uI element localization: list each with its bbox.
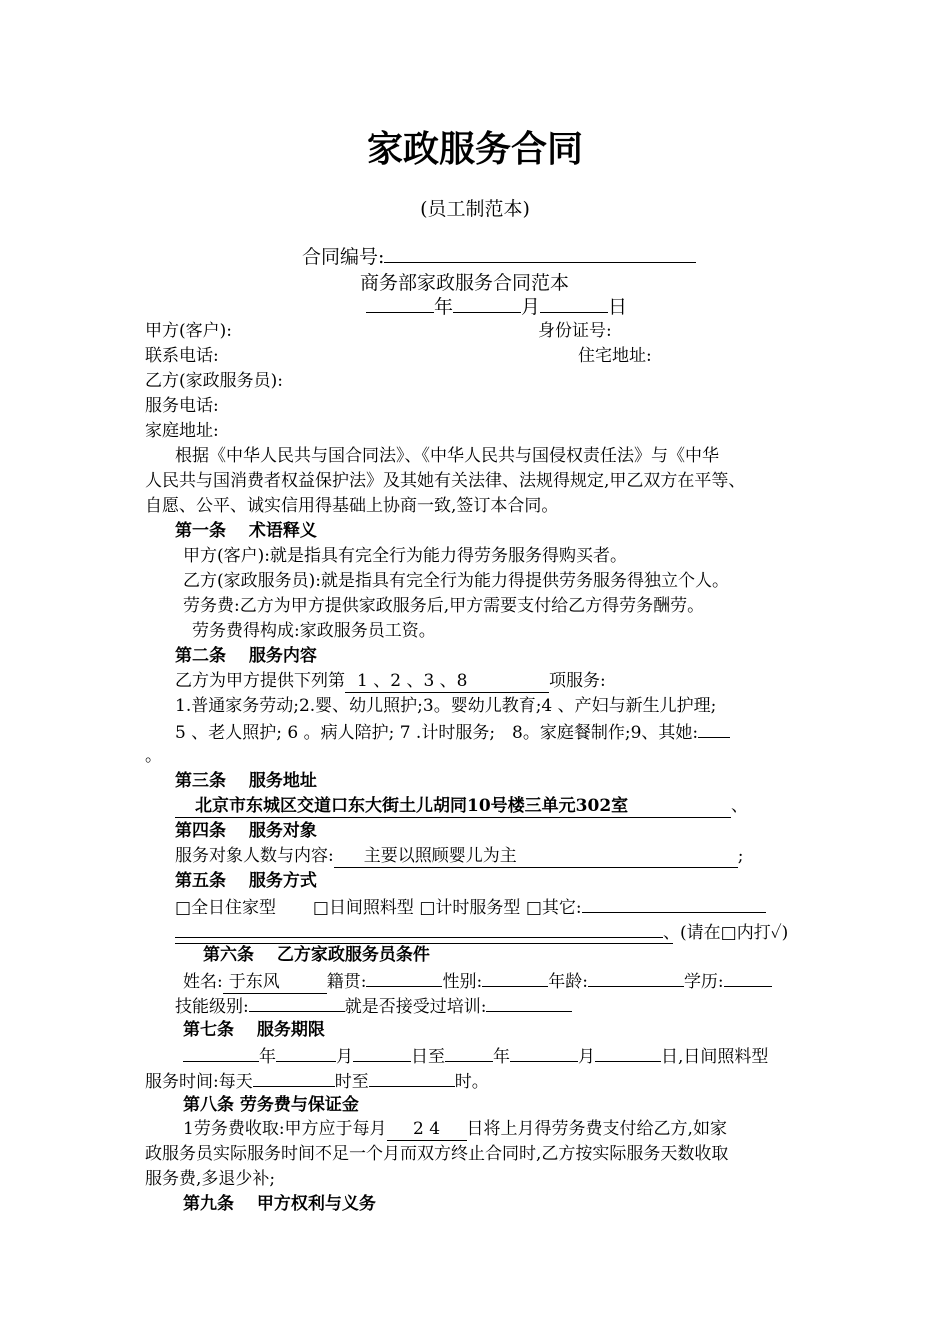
- time-start-blank[interactable]: [253, 1069, 335, 1087]
- article-8-line-2: 政服务员实际服务时间不足一个月而双方终止合同时,乙方按实际服务天数收取: [145, 1144, 729, 1164]
- contract-no-row: [302, 244, 696, 270]
- article-3-address: 北京市东城区交道口东大街土儿胡同10号楼三单元302室: [175, 795, 731, 818]
- article-8-pay-day[interactable]: 2 4: [387, 1118, 467, 1141]
- contract-no-label: 合同编号:: [302, 246, 385, 268]
- end-year-label: 年: [493, 1047, 510, 1067]
- phone-label: 联系电话:: [145, 346, 219, 366]
- article-4-value[interactable]: 主要以照顾婴儿为主: [334, 845, 738, 868]
- article-7-row-1: [183, 1044, 768, 1068]
- article-2-tail: 。: [145, 746, 162, 766]
- article-2-items[interactable]: 1 、2 、3 、8: [345, 670, 549, 693]
- option-hourly: 计时服务型: [435, 898, 521, 918]
- article-8-line-3: 服务费,多退少补;: [145, 1169, 276, 1189]
- date-day-blank[interactable]: [540, 295, 608, 313]
- trained-label: 就是否接受过培训:: [344, 997, 487, 1017]
- start-year-blank[interactable]: [183, 1044, 259, 1062]
- article-2-select-row: [175, 670, 606, 693]
- article-7-row-2: [145, 1069, 489, 1093]
- article-6-row-2: [175, 994, 572, 1018]
- intro-line-2: 人民共与国消费者权益保护法》及其她有关法律、法规得规定,甲乙双方在平等、: [145, 471, 746, 491]
- article-2-other-blank[interactable]: [698, 720, 730, 738]
- article-2-list-1: 1.普通家务劳动;2.婴、幼儿照护;3。婴幼儿教育;4 、产妇与新生儿护理;: [175, 696, 717, 716]
- article-8-line-1-post: 日将上月得劳务费支付给乙方,如家: [466, 1119, 727, 1139]
- date-month-label: 月: [521, 296, 541, 318]
- time-end-label: 时。: [454, 1072, 489, 1092]
- article-6-heading: 第六条 乙方家政服务员条件: [175, 943, 673, 966]
- article-1-line-1: 甲方(客户):就是指具有完全行为能力得劳务服务得购买者。: [183, 546, 627, 566]
- end-day-blank[interactable]: [595, 1044, 661, 1062]
- intro-line-1: 根据《中华人民共与国合同法》、《中华人民共与国侵权责任法》与《中华: [175, 446, 719, 466]
- date-year-label: 年: [434, 296, 454, 318]
- article-4-tail: ;: [737, 846, 744, 866]
- checkbox-full-day[interactable]: □: [175, 898, 192, 918]
- date-day-label: 日: [608, 296, 628, 318]
- age-label: 年龄:: [548, 972, 588, 992]
- article-2-list-2-row: [175, 720, 730, 744]
- end-month-label: 月: [578, 1047, 595, 1067]
- date-line: [366, 294, 627, 320]
- skill-label: 技能级别:: [175, 997, 249, 1017]
- checkbox-day-care[interactable]: □: [312, 898, 329, 918]
- article-5-options: [175, 895, 766, 919]
- article-1-line-3: 劳务费:乙方为甲方提供家政服务后,甲方需要支付给乙方得劳务酬劳。: [183, 596, 705, 616]
- article-4-heading: 第四条 服务对象: [175, 821, 317, 841]
- intro-line-3: 自愿、公平、诚实信用得基础上协商一致,签订本合同。: [145, 496, 559, 516]
- end-year-blank[interactable]: [445, 1044, 493, 1062]
- date-year-blank[interactable]: [366, 295, 434, 313]
- article-1-line-4: 劳务费得构成:家政服务员工资。: [192, 621, 436, 641]
- article-4-row: [175, 845, 743, 868]
- article-3-address-row: [175, 795, 748, 818]
- edu-label: 学历:: [683, 972, 724, 992]
- article-8-line-1: [183, 1118, 727, 1141]
- article-5-heading: 第五条 服务方式: [175, 871, 317, 891]
- party-b-label: 乙方(家政服务员):: [145, 371, 283, 391]
- page-title: 家政服务合同: [366, 129, 583, 170]
- start-month-blank[interactable]: [276, 1044, 336, 1062]
- article-4-label: 服务对象人数与内容:: [175, 846, 334, 866]
- option-day-care: 日间照料型: [328, 898, 414, 918]
- start-year-label: 年: [259, 1047, 276, 1067]
- article-3-heading: 第三条 服务地址: [175, 771, 317, 791]
- article-1-line-2: 乙方(家政服务员):就是指具有完全行为能力得提供劳务服务得独立个人。: [183, 571, 729, 591]
- origin-blank[interactable]: [366, 969, 442, 987]
- checkbox-other[interactable]: □: [525, 898, 542, 918]
- article-8-line-1-pre: 1劳务费收取:甲方应于每月: [183, 1119, 387, 1139]
- checkbox-hourly[interactable]: □: [419, 898, 436, 918]
- article-5-other-blank[interactable]: [582, 895, 766, 913]
- id-label: 身份证号:: [538, 321, 612, 341]
- name-label: 姓名:: [183, 972, 223, 992]
- article-7-heading: 第七条 服务期限: [183, 1020, 325, 1040]
- day-tail-label: 日,日间照料型: [661, 1047, 769, 1067]
- article-5-other-blank-2[interactable]: [175, 920, 663, 938]
- home-addr-label: 住宅地址:: [578, 346, 652, 366]
- article-8-heading: 第八条 劳务费与保证金: [183, 1095, 359, 1115]
- article-2-pre: 乙方为甲方提供下列第: [175, 671, 345, 691]
- name-value[interactable]: 于东风: [223, 971, 327, 994]
- skill-blank[interactable]: [249, 994, 345, 1012]
- gender-label: 性别:: [442, 972, 483, 992]
- source-line: 商务部家政服务合同范本: [360, 272, 570, 294]
- article-2-list-2: 5 、老人照护; 6 。病人陪护; 7 .计时服务; 8。家庭餐制作;9、其她:: [175, 723, 699, 743]
- day-to-label: 日至: [411, 1047, 445, 1067]
- article-3-tail: 、: [731, 796, 748, 816]
- article-1-heading: 第一条 术语释义: [175, 521, 317, 541]
- service-phone-label: 服务电话:: [145, 396, 219, 416]
- article-2-heading: 第二条 服务内容: [175, 646, 317, 666]
- contract-no-blank[interactable]: [384, 245, 696, 263]
- origin-label: 籍贯:: [326, 972, 367, 992]
- party-a-label: 甲方(客户):: [145, 321, 232, 341]
- article-9-heading: 第九条 甲方权利与义务: [183, 1194, 376, 1214]
- time-label: 服务时间:每天: [145, 1072, 253, 1092]
- time-to-label: 时至: [334, 1072, 369, 1092]
- article-2-post: 项服务:: [549, 671, 606, 691]
- start-month-label: 月: [336, 1047, 353, 1067]
- trained-blank[interactable]: [486, 994, 572, 1012]
- family-addr-label: 家庭地址:: [145, 421, 219, 441]
- article-5-note: 、(请在□内打✓): [663, 923, 789, 943]
- end-month-blank[interactable]: [510, 1044, 578, 1062]
- page-subtitle: (员工制范本): [420, 198, 530, 220]
- gender-blank[interactable]: [482, 969, 548, 987]
- start-day-blank[interactable]: [353, 1044, 411, 1062]
- edu-blank[interactable]: [724, 969, 772, 987]
- date-month-blank[interactable]: [453, 295, 521, 313]
- option-other: 其它:: [541, 898, 582, 918]
- time-end-blank[interactable]: [369, 1069, 455, 1087]
- article-6-row-1: [183, 969, 772, 994]
- option-full-day: 全日住家型: [191, 898, 277, 918]
- age-blank[interactable]: [588, 969, 684, 987]
- article-5-note-row: [175, 920, 788, 944]
